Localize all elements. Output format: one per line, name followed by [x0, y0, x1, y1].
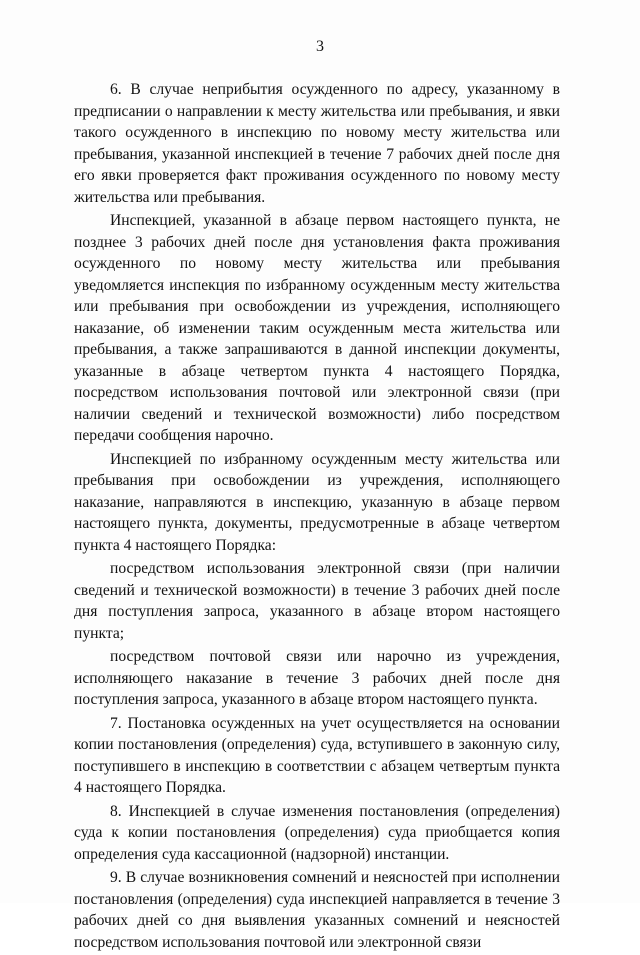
paragraph-8: 8. Инспекцией в случае изменения постановления (определения) суда к копии постановления (определения) суда приобщается копия определения суда кассационной (надзорной) инстанции.: [74, 802, 560, 863]
paragraph-6-second: Инспекцией, указанной в абзаце первом настоящего пункта, не позднее 3 рабочих дней после дня установления факта проживания осужденного по новому месту жительства или пребывания уведомляется инспекция по избранному осужденным месту жительства или пребывания при освобождении из учреждения, исполняющего наказание, об изменении таким осужденным места жительства или пребывания, а также запрашиваются в данной инспекции документы, указанные в абзаце четвертом пункта 4 настоящего Порядка, посредством использования почтовой или электронной связи (при наличии сведений и технической возможности) либо посредством передачи сообщения нарочно.: [74, 212, 560, 444]
paragraph-6-electronic: посредством использования электронной связи (при наличии сведений и технической возможности) в течение 3 рабочих дней после дня поступления запроса, указанного в абзаце втором настоящего пункта;: [74, 560, 560, 642]
document-body: [74, 79, 560, 955]
page-number: 3: [316, 38, 324, 55]
paragraph-6-postal: посредством почтовой связи или нарочно из учреждения, исполняющего наказание в течение 3 рабочих дней после дня поступления запроса, указанного в абзаце втором настоящего пункта.: [74, 648, 560, 708]
paragraph-6-third: Инспекцией по избранному осужденным месту жительства или пребывания при освобождении из учреждения, исполняющего наказание, направляются в инспекцию, указанную в абзаце первом настоящего пункта, документы, предусмотренные в абзаце четвертом пункта 4 настоящего Порядка:: [74, 450, 560, 554]
paragraph-9: 9. В случае возникновения сомнений и неясностей при исполнении постановления (определения) суда инспекцией направляется в течение 3 рабочих дней со дня выявления указанных сомнений и неясностей посредством использования почтовой или электронной связи: [74, 869, 560, 951]
paragraph-6: 6. В случае неприбытия осужденного по адресу, указанному в предписании о направлении к месту жительства или пребывания, и явки такого осужденного в инспекцию по новому месту жительства или пребывания, указанной инспекцией в течение 7 рабочих дней после дня его явки проверяется факт проживания осужденного по новому месту жительства или пребывания.: [74, 81, 560, 206]
paragraph-7: 7. Постановка осужденных на учет осуществляется на основании копии постановления (определения) суда, вступившего в законную силу, поступившего в инспекцию в соответствии с абзацем четвертым пункта 4 настоящего Порядка.: [74, 714, 560, 796]
